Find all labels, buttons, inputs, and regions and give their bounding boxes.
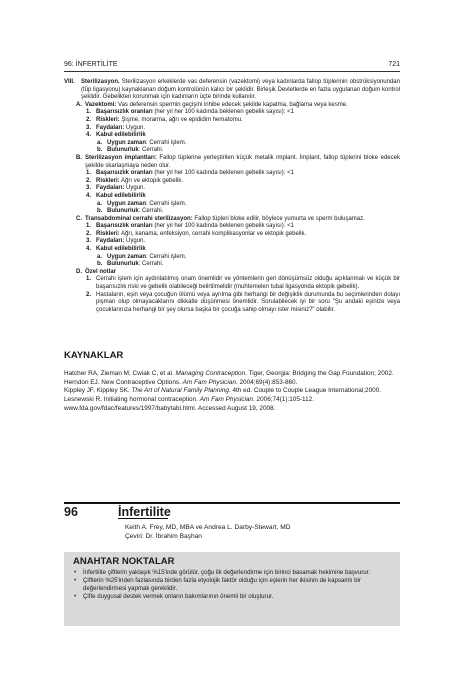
subsection-b: B. Sterilizasyon implantları: Fallop tüplerine yerleştirilen küçük metalik implant. İmplant, fallop tüplerini bloke edecek şekilde skarlaşmaya neden olur. [76,154,400,169]
list-item: 1. Cerrahi işlem için aydınlatılmış onam önemlidir ve yöntemlerin geri dönüşümsüz olduğu açıklanmalı ve küçük bir başarısızlık riski ve gebelik olabileceği belirtilmelidir (muhtemelen tubal ligasyonda ektopik gebelik). [86,276,400,291]
header-rule [64,71,400,72]
section-viii [64,79,400,102]
key-points-box [64,552,400,626]
authors-line: Keith A. Frey, MD, MBA ve Andrea L. Darby-Stewart, MD [125,524,291,531]
sterilization-section [64,79,400,314]
bullet-icon: • [74,569,77,576]
reference-item: www.fda.gov/fdac/features/1997/babytabl.html. Accessed August 19, 2008. [64,404,276,412]
chapter-title-underline [118,518,168,519]
list-item: b. Bulunurluk: Cerrahi. [97,147,164,154]
section-intro: Sterilizasyon. Sterilizasyon erkeklerde vas deferensin (vazektomi) veya kadınlarda fallop tüplerinin obstrüksiyonundan (tüp ligasyonu) kaynaklanan doğum kontrolünün kalıcı bir şeklidir. Birleşik Devletlerde en fazla uygulanan doğum kontrol şeklidir. Gebelikten korunmak için kadınların üçte birinde kullanılır. [81,79,400,101]
subsection-a: A. Vazektomi: Vas deferensin spermin geçişini inhibe edecek şekilde kapatma, bağlama veya kesme. [76,101,348,108]
section-marker: VIII. [64,79,75,85]
chapter-label: 96: İNFERTİLİTE [64,61,118,68]
chapter-number: 96 [64,505,78,519]
references [64,350,400,414]
list-item: 2. Hastaların, eşin veya çocuğun ölümü veya ayrılma gibi herhangi bir değişiklik durumunda bu seçimlerinden dolayı pişman olup olmayacaklarını dikkatle düşünmesi önemlidir. Sorulabilecek iyi bir soru "Şu andaki eşinize veya çocuklarınıza herhangi bir şey olursa başka bir çocuğa sahip olmayı ister misiniz?" olabilir. [86,291,400,313]
reference-item: Lesnewski R. Initiating hormonal contraception. Am Fam Physician. 2006;74(1):105-112. [64,396,314,404]
reference-item: Hatcher RA, Zieman M, Cwiak C, et al. Managing Contraception. Tiger, Georgia: Bridging the Gap Foundation; 2002. [64,370,394,377]
list-item: 1. Başarısızlık oranları (her yıl her 100 kadında beklenen gebelik sayısı): <1 [86,109,294,116]
chapter-title: İnfertilite [118,505,171,519]
key-points-heading: ANAHTAR NOKTALAR [73,556,175,567]
key-point-item: • İnfertilite çiftlerin yaklaşık %15'inde görülür, çoğu ilk değerlendirme için birinci basamak hekimine başvurur. [74,569,371,576]
reference-item: Herndon EJ. New Contraceptive Options. Am Fam Physician. 2004;69(4):853-860. [64,378,298,386]
list-item: a. Uygun zaman: Cerrahi işlem. [97,253,187,260]
reference-item: Kippley JF, Kippley SK. The Art of Natural Family Planning. 4th ed. Couple to Couple League International;2000. [64,387,382,395]
list-item: b. Bulunurluk: Cerrahi. [97,208,164,215]
list-item: 1. Başarısızlık oranları (her yıl her 100 kadında beklenen gebelik sayısı): <1 [86,223,294,230]
list-item: 3. Faydaları: Uygun. [86,238,146,245]
list-item: a. Uygun zaman: Cerrahi işlem. [97,200,187,207]
references-heading: KAYNAKLAR [64,350,124,361]
key-point-item: • Çifte duygusal destek vermek onların bakımlarının önemli bir oluşturur. [74,593,274,600]
page-number: 721 [388,61,400,68]
subsection-d: D. Özel notlar [76,268,117,275]
list-item: 4. Kabul edilebilirlik [86,132,146,139]
list-item: 3. Faydaları: Uygun. [86,124,146,131]
list-item: 1. Başarısızlık oranları (her yıl her 100 kadında beklenen gebelik sayısı): <1 [86,170,294,177]
list-item: 4. Kabul edilebilirlik [86,192,146,199]
list-item: 2. Riskleri: Şişme, morarma, ağrı ve epididim hematomu. [86,116,243,123]
list-item: b. Bulunurluk: Cerrahi. [97,261,164,268]
running-header [64,61,400,71]
key-points-list [64,569,392,601]
list-item: 2. Riskleri: Ağrı, kanama, enfeksiyon, cerrahi komplikasyonlar ve ektopik gebelik. [86,230,307,237]
list-item: 4. Kabul edilebilirlik [86,246,146,253]
translator-line: Çeviri: Dr. İbrahim Başhan [125,533,202,540]
list-item: 2. Riskleri: Ağrı ve ektopik gebelik. [86,177,184,184]
list-item: a. Uygun zaman: Cerrahi işlem. [97,139,187,146]
chapter-rule [64,502,400,504]
list-item: 3. Faydaları: Uygun. [86,185,146,192]
key-point-item: • Çiftlerin %25'inden fazlasında birden fazla etyolojik faktör olduğu için eşlerin her ikisinin de kapsamlı bir değerlendirmesi yapmak gereklidir. [74,577,361,592]
bullet-icon: • [74,577,77,584]
chapter-authors [125,523,291,541]
bullet-icon: • [74,593,77,600]
subsection-c: C. Transabdominal cerrahi sterilizasyon: Fallop tüpleri bloke edilir, böylece yumurta ve sperm buluşamaz. [76,215,365,222]
